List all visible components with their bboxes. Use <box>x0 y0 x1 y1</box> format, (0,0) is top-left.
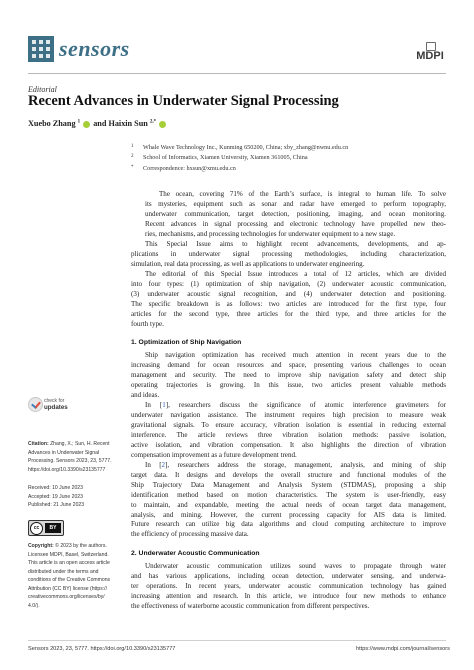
section-heading: 2. Underwater Acoustic Communication <box>131 550 260 557</box>
orcid-icon[interactable] <box>83 121 90 128</box>
text-line: ter operations. In recent years, underwater acoustic communication technology has gained <box>131 581 446 590</box>
text-line <box>131 441 446 451</box>
mdpi-logo-icon <box>413 42 447 66</box>
text-fragment: Ship Trajectory Data Management and Analysis System (STDMAS), proposing a ship <box>131 480 446 489</box>
affiliation-marker: 1 <box>131 144 134 149</box>
text-line <box>131 431 446 441</box>
article-type: Editorial <box>28 85 57 94</box>
text-line: underwater communication, target detection, positioning, imaging, and ocean monitoring. <box>145 209 446 218</box>
sidebar-line: This article is an open access article <box>28 560 110 566</box>
logo-cell <box>39 40 43 44</box>
affiliation <box>131 144 348 151</box>
affiliation-marker: * <box>131 165 134 170</box>
text-line <box>131 520 446 530</box>
header-divider <box>28 73 446 74</box>
text-line <box>131 401 446 411</box>
text-line <box>131 461 446 471</box>
text-fragment: ], researchers discuss the significance of atomic interference gravimeters for <box>165 401 446 409</box>
footer-journal-link[interactable]: https://www.mdpi.com/journal/sensors <box>356 646 450 652</box>
text-fragment: compensation improvement as a future development trend. <box>131 450 297 459</box>
sidebar-line: https://doi.org/10.3390/s23135777 <box>28 466 106 473</box>
sidebar-line: Accepted: 19 June 2023 <box>28 493 83 500</box>
text-line <box>131 471 446 481</box>
text-fragment: interference. The article reviews three vibration isolation methods: passive isolation, <box>131 430 446 439</box>
logo-cell <box>32 47 36 51</box>
body-paragraph <box>131 190 446 240</box>
sidebar-line: creativecommons.org/licenses/by/ <box>28 594 105 600</box>
sidebar-line: conditions of the Creative Commons <box>28 577 111 583</box>
text-fragment: to maintain, and expandable, meeting the actual needs of ocean target data management, <box>131 500 446 509</box>
text-fragment: ], researchers address the storage, management, analysis, and mining of ship <box>165 461 446 469</box>
text-line: This Special Issue aims to highlight recent advancements, developments, and ap- <box>145 240 446 248</box>
cc-by-license-badge[interactable] <box>28 520 64 536</box>
author-sup: 1 <box>77 119 81 125</box>
text-line <box>131 411 446 421</box>
by-icon: BY <box>45 523 61 533</box>
body-paragraph <box>131 351 446 401</box>
author-list <box>28 119 167 128</box>
text-line <box>131 491 446 501</box>
text-line: The specific breakdown is as follows: two articles are introduced for the first type, four <box>131 299 446 308</box>
affiliation-text: Whale Wave Technology Inc., Kunming 650200, China; xby_zhang@nwnu.edu.cn <box>143 144 349 151</box>
author-name[interactable]: Haixin Sun <box>108 119 148 128</box>
logo-cell <box>46 40 50 44</box>
text-fragment: Future research can utilize big data algorithms and cloud computing architecture to improve <box>131 520 446 529</box>
text-line: increasing attention and research. In this article, we introduce four new methods to enhance <box>131 591 446 600</box>
correspondence <box>131 165 236 172</box>
text-fragment: target data. It designs and develops the overall structure and functional modules of the <box>131 470 446 479</box>
text-fragment: identification method based on motion characteristics. The system is user-friendly, easy <box>131 490 446 499</box>
author-name[interactable]: Xuebo Zhang <box>28 119 76 128</box>
text-fragment: gravitational signals. To ensure accuracy, vibration isolation is essential in reducing external <box>131 420 446 429</box>
logo-cell <box>32 40 36 44</box>
body-paragraph <box>131 240 446 270</box>
logo-cell <box>46 54 50 58</box>
text-fragment: the efficiency of processing massive data. <box>131 530 249 539</box>
text-fragment: In [ <box>145 401 163 409</box>
text-line <box>131 451 446 461</box>
text-fragment: analysis, and mining. However, the current processing capacity for AIS data is limited. <box>131 510 446 519</box>
citation-block <box>28 440 123 474</box>
text-line: plications in underwater signal processing methodologies, including characterization, <box>131 249 446 258</box>
author-joiner: and <box>93 119 107 128</box>
text-line: simulation, real data processing, as well as applications to underwater engineering. <box>131 259 365 268</box>
publisher-name: MDPI <box>416 50 444 62</box>
sidebar-line: Received: 10 June 2023 <box>28 485 83 491</box>
check-for-updates-button[interactable] <box>28 395 78 415</box>
section-heading: 1. Optimization of Ship Navigation <box>131 339 242 346</box>
text-line: operating trajectories is growing. In this issue, two articles present valuable methods <box>131 380 446 389</box>
sidebar-label: Copyright: <box>28 543 54 549</box>
orcid-icon[interactable] <box>159 121 166 128</box>
author-sup: 2,* <box>149 119 157 125</box>
text-line: its mysteries, equipment such as sonar and radar have emerged to perform topography, <box>145 199 446 208</box>
text-line: and has various applications, including ocean detection, underwater sensing, and underwa- <box>131 571 446 580</box>
check-updates-label: check for <box>44 398 65 404</box>
license-block <box>28 542 123 610</box>
sidebar-line: Licensee MDPI, Basel, Switzerland. <box>28 551 109 558</box>
affiliation-text: School of Informatics, Xiamen University, Xiamen 361005, China <box>143 154 308 161</box>
body-paragraph <box>131 461 446 540</box>
body-paragraph <box>131 401 446 460</box>
text-fragment: underwater navigation assistance. The instrument requires high precision to measure weak <box>131 410 446 419</box>
text-fragment: In [ <box>145 461 162 469</box>
text-line: and ideas. <box>131 390 160 399</box>
sidebar-line: distributed under the terms and <box>28 568 99 575</box>
logo-cell <box>39 47 43 51</box>
check-updates-label: updates <box>44 404 68 411</box>
text-line: ries, mechanisms, and processing technologies for underwater equipment to a new stage. <box>145 229 396 238</box>
article-title: Recent Advances in Underwater Signal Processing <box>28 93 339 109</box>
journal-logo-icon <box>28 36 54 62</box>
sidebar-line: Citation: Zhang, X.; Sun, H. Recent <box>28 441 110 447</box>
text-line <box>131 530 446 540</box>
text-line: (3) underwater acoustic signal recognition, and (4) underwater detection and positioning. <box>131 289 446 298</box>
footer-divider <box>28 640 446 641</box>
text-line: the effectiveness of waterborne acoustic communication from different perspectives. <box>131 601 370 610</box>
text-line <box>131 481 446 491</box>
check-updates-icon <box>28 397 43 412</box>
text-line <box>131 511 446 521</box>
text-line: Recent advances in signal processing and electronic technology have propelled new theo- <box>145 219 446 228</box>
text-line: management and security. The need to improve ship navigation safety and detect ship <box>131 370 446 379</box>
text-line: articles for the second type, three articles for the third type, and three articles for the <box>131 309 446 318</box>
sidebar-line: Attribution (CC BY) license (https:// <box>28 585 107 592</box>
body-paragraph <box>131 562 446 612</box>
dates-block <box>28 484 123 510</box>
text-line <box>131 421 446 431</box>
text-line: The editorial of this Special Issue introduces a total of 12 articles, which are divided <box>145 270 446 278</box>
cc-icon: cc <box>30 522 43 535</box>
text-line: into four types: (1) optimization of ship navigation, (2) underwater acoustic communication, <box>131 279 446 288</box>
sidebar-line: Copyright: © 2023 by the authors. <box>28 543 107 549</box>
reference-link[interactable]: 2 <box>161 461 166 469</box>
text-line <box>131 501 446 511</box>
footer-citation: Sensors 2023, 23, 5777. https://doi.org/10.3390/s23135777 <box>28 646 176 652</box>
sidebar-line: 4.0/). <box>28 602 40 609</box>
body-paragraph <box>131 270 446 329</box>
text-line: Ship navigation optimization has received much attention in recent years due to the <box>145 351 446 359</box>
logo-cell <box>39 54 43 58</box>
journal-name: sensors <box>59 36 130 61</box>
sidebar-line: Processing. Sensors 2023, 23, 5777. <box>28 458 112 464</box>
logo-cell <box>46 47 50 51</box>
text-fragment: active isolation, and vibration compensation. It also highlights the direction of vibration <box>131 440 446 449</box>
text-line: Underwater acoustic communication utilizes sound waves to propagate through water <box>145 562 446 570</box>
affiliation-marker: 2 <box>131 154 134 159</box>
affiliation <box>131 154 308 161</box>
text-line: fourth type. <box>131 319 164 328</box>
sidebar-line: Advances in Underwater Signal <box>28 449 100 456</box>
sidebar-line: Published: 21 June 2023 <box>28 502 85 508</box>
text-line: increasing demand for ocean resources and space, presenting various challenges to ocean <box>131 360 446 369</box>
sidebar-label: Citation: <box>28 441 49 447</box>
text-line: The ocean, covering 71% of the Earth’s surface, is integral to human life. To solve <box>159 190 446 198</box>
affiliation-text: Correspondence: hxsun@xmu.edu.cn <box>143 165 236 172</box>
logo-cell <box>32 54 36 58</box>
reference-link[interactable]: 1 <box>162 401 166 409</box>
